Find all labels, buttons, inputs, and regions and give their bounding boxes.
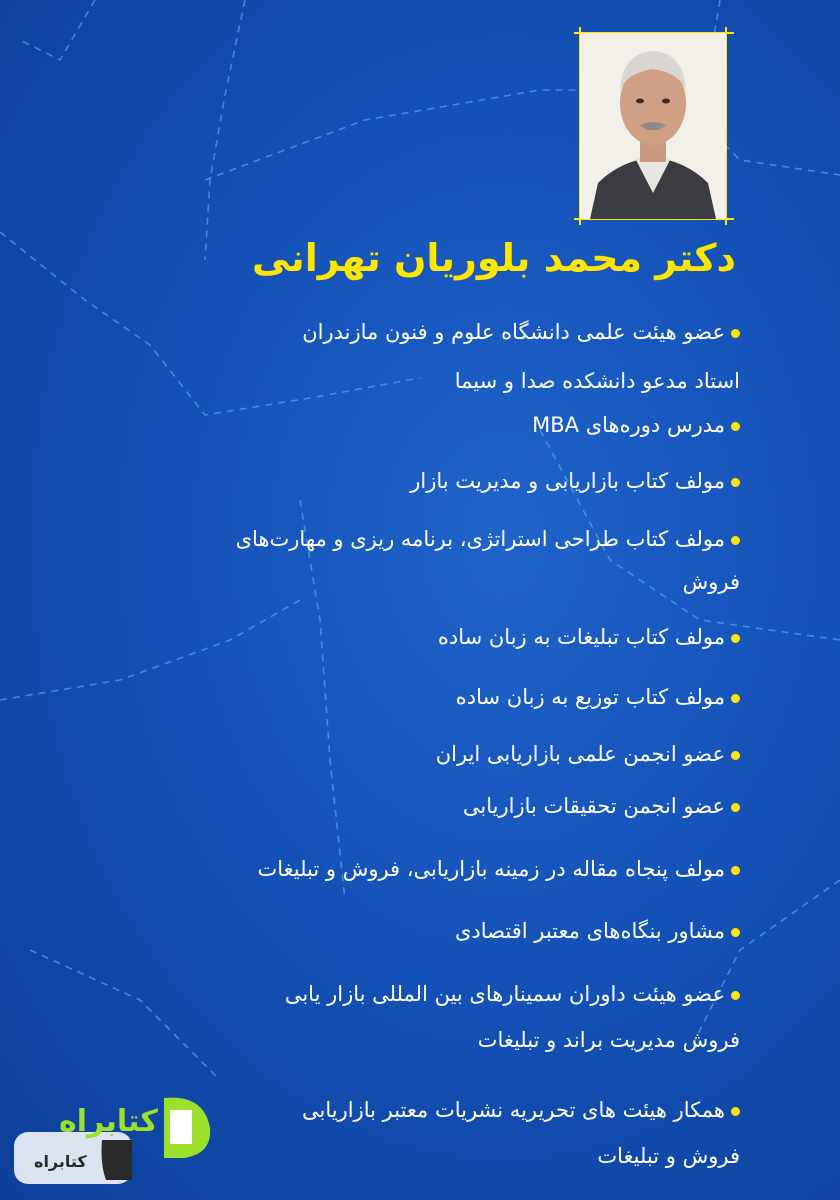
bio-item-continuation: استاد مدعو دانشکده صدا و سیما <box>454 369 740 393</box>
bio-item: مولف کتاب بازاریابی و مدیریت بازار <box>140 460 740 502</box>
bio-item: عضو هیئت علمی دانشگاه علوم و فنون مازندران <box>140 311 740 353</box>
bullet-icon <box>731 751 740 760</box>
bullet-icon <box>731 329 740 338</box>
bio-item: عضو هیئت داوران سمینارهای بین المللی بازار یابی <box>140 973 740 1015</box>
bullet-icon <box>731 422 740 431</box>
bullet-icon <box>731 866 740 875</box>
bullet-icon <box>731 928 740 937</box>
portrait-photo <box>580 33 726 219</box>
portrait-frame <box>574 27 734 225</box>
bio-item: مولف کتاب توزیع به زبان ساده <box>140 676 740 718</box>
bullet-icon <box>731 536 740 545</box>
watermark-logo <box>14 1094 219 1190</box>
bio-item: مولف کتاب طراحی استراتژی، برنامه ریزی و مهارت‌های <box>140 518 740 560</box>
bullet-icon <box>731 478 740 487</box>
bio-item: مشاور بنگاه‌های معتبر اقتصادی <box>140 910 740 952</box>
bio-item: مولف پنجاه مقاله در زمینه بازاریابی، فروش و تبلیغات <box>140 848 740 890</box>
bio-item: همکار هیئت های تحریریه نشریات معتبر بازاریابی <box>140 1089 740 1131</box>
bullet-icon <box>731 991 740 1000</box>
bio-item-continuation: فروش مدیریت براند و تبلیغات <box>477 1028 740 1052</box>
author-name: دکتر محمد بلوریان تهرانی <box>252 236 736 280</box>
bullet-icon <box>731 1107 740 1116</box>
bio-item: عضو انجمن علمی بازاریابی ایران <box>140 733 740 775</box>
bio-item-continuation: فروش <box>682 570 740 594</box>
bio-item: مدرس دوره‌های MBA <box>140 404 740 446</box>
bio-item: عضو انجمن تحقیقات بازاریابی <box>140 785 740 827</box>
bullet-icon <box>731 803 740 812</box>
bullet-icon <box>731 694 740 703</box>
watermark-small-text: کتابراه <box>34 1152 87 1171</box>
bio-item-continuation: فروش و تبلیغات <box>597 1144 740 1168</box>
bullet-icon <box>731 634 740 643</box>
bio-item: مولف کتاب تبلیغات به زبان ساده <box>140 616 740 658</box>
watermark-main-text: کتابراه <box>59 1104 158 1139</box>
